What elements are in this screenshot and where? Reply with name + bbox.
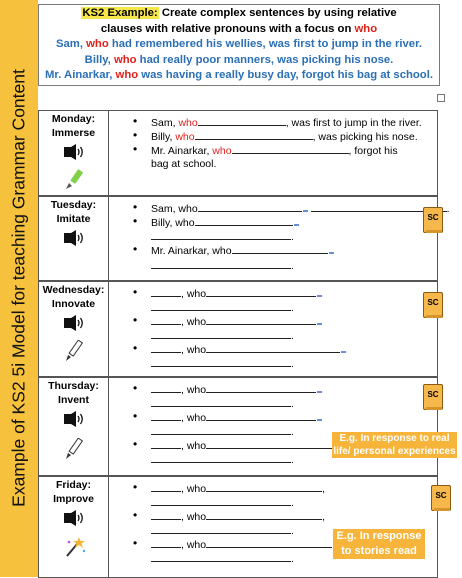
header-line-1: KS2 Example: Create complex sentences by using relative <box>82 7 397 19</box>
pencil-icon <box>63 340 85 362</box>
day-content: • Sam, who , was first to jump in the river. • Billy, who , was picking his nose. • Mr. Ainarkar, who , forgot his bag at school. <box>133 114 422 170</box>
speaker-icon <box>63 315 85 331</box>
lesson-table <box>38 110 450 578</box>
pencil-icon <box>63 438 85 460</box>
day-cell: Friday: Improve <box>39 477 109 577</box>
header-example-3: Mr. Ainarkar, who was having a really busy day, forgot his bag at school. <box>45 69 433 81</box>
magic-wand-icon <box>63 536 87 558</box>
speaker-icon <box>63 411 85 427</box>
day-cell: Wednesday: Innovate <box>39 282 109 376</box>
note-real-life: E.g. In response to real life/ personal experiences <box>333 433 456 457</box>
resize-handle[interactable] <box>437 94 445 102</box>
day-content: • , who . • , who . • , who . <box>111 378 437 475</box>
table-row-monday <box>39 111 437 195</box>
table-row-thursday <box>39 376 437 475</box>
sc-scroll-icon: SC <box>423 207 443 233</box>
sc-scroll-icon: SC <box>423 384 443 410</box>
speaker-icon <box>63 510 85 526</box>
day-cell: Tuesday: Imitate <box>39 197 109 280</box>
table-row-friday <box>39 475 447 577</box>
sc-scroll-icon: SC <box>423 292 443 318</box>
green-pen-icon <box>63 169 85 191</box>
side-banner <box>0 0 38 577</box>
note-stories: E.g. In response to stories read <box>333 529 425 559</box>
table-row-wednesday <box>39 280 437 376</box>
speaker-icon <box>63 144 85 160</box>
day-content: • , who . • , who . • , who . <box>111 282 437 376</box>
table-row-tuesday <box>39 195 450 280</box>
day-content: • , who , . • , who , . • , who . <box>111 477 437 577</box>
day-cell: Monday: Immerse <box>39 111 109 195</box>
sc-scroll-icon: SC <box>431 485 451 511</box>
speaker-icon <box>63 230 85 246</box>
header-keyword: KS2 Example: <box>82 7 158 19</box>
header-box <box>38 4 440 86</box>
day-cell: Thursday: Invent <box>39 378 109 475</box>
day-content: • Sam, who . • Billy, who . • Mr. Ainarkar, who . <box>133 200 450 272</box>
side-title: Example of KS2 5i Model for teaching Grammar Content <box>8 69 29 507</box>
header-example-2: Billy, who had really poor manners, was picking his nose. <box>84 53 394 66</box>
header-line-2: clauses with relative pronouns with a focus on who <box>100 22 378 35</box>
header-example-1: Sam, who had remembered his wellies, was first to jump in the river. <box>55 38 422 50</box>
